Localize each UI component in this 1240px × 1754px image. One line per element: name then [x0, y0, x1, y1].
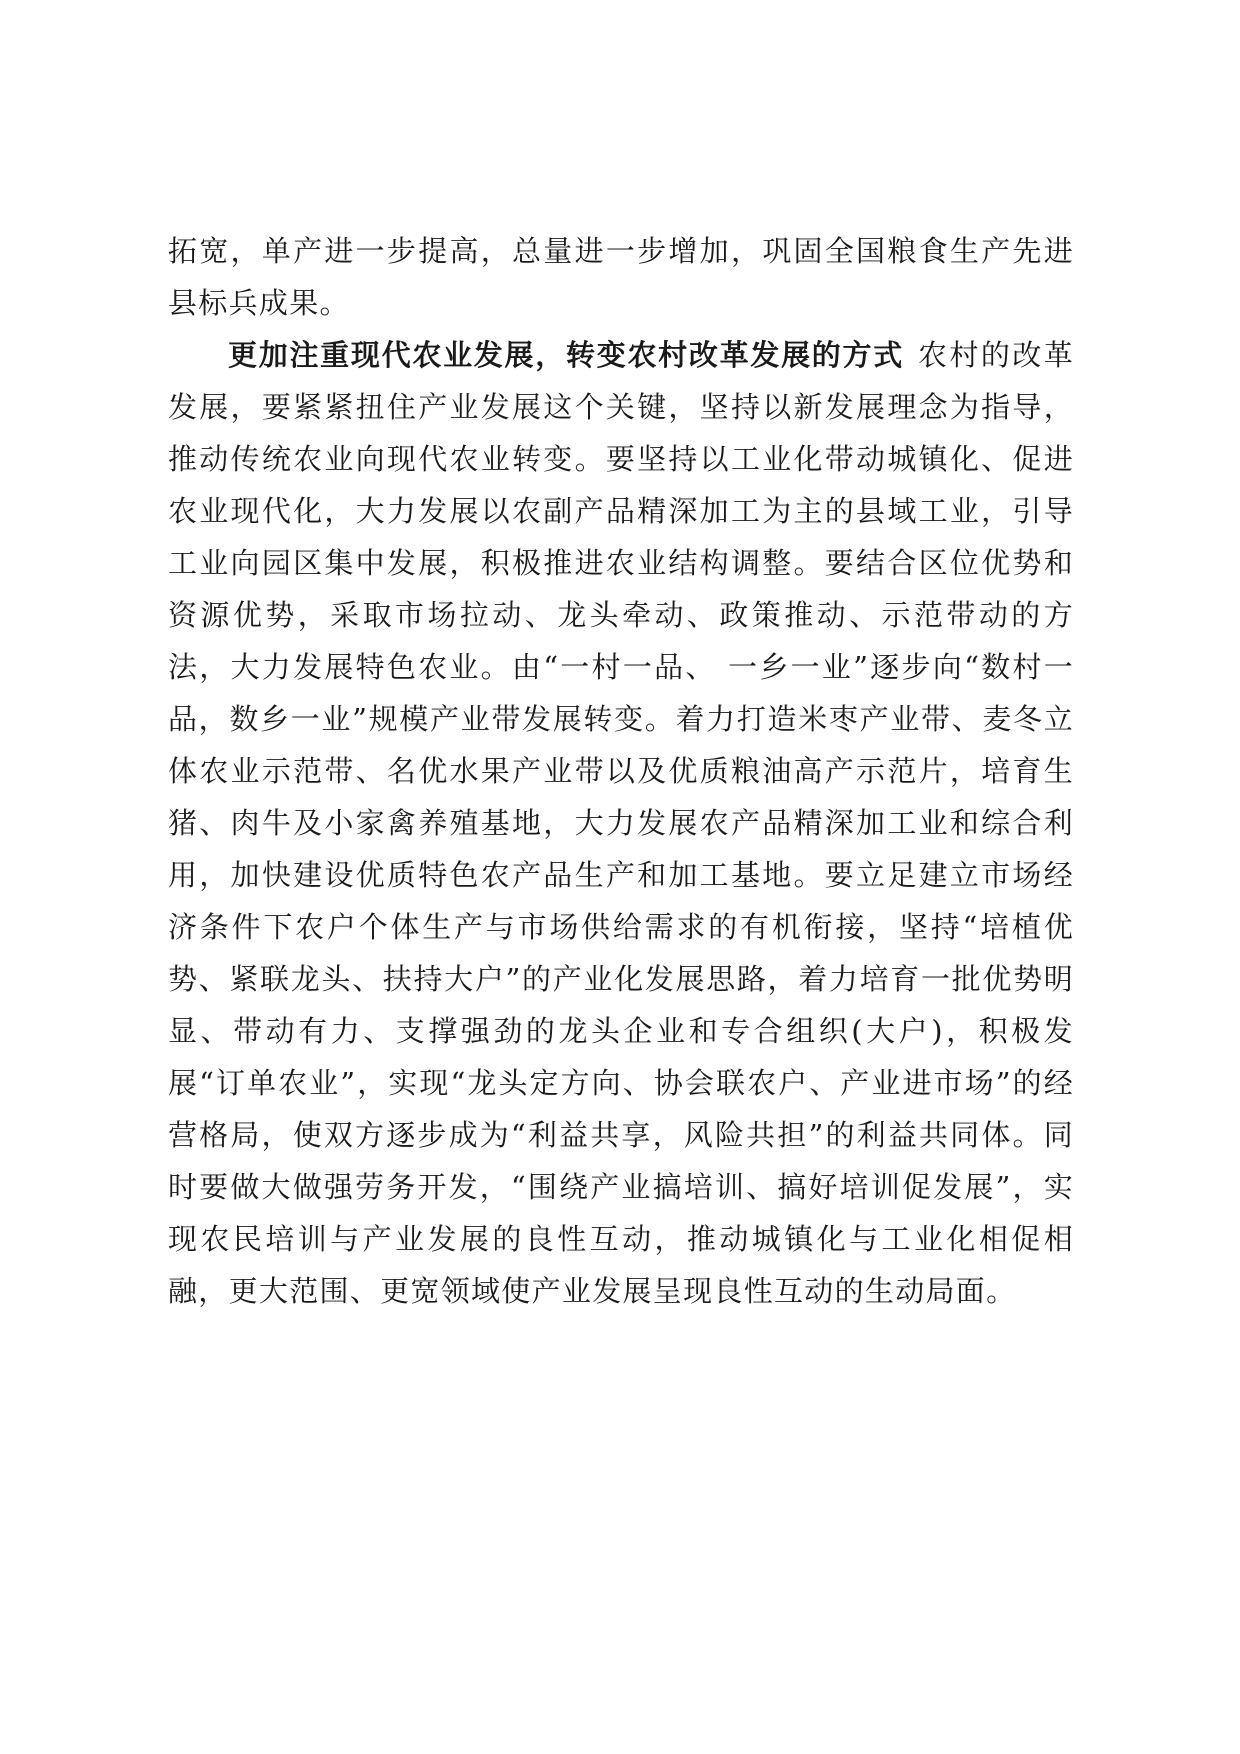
paragraph-body: 农村的改革发展，要紧紧扭住产业发展这个关键，坚持以新发展理念为指导，推动传统农业向现代农业转变。要坚持以工业化带动城镇化、促进农业现代化，大力发展以农副产品精深加工为主的县域工业，引导工业向园区集中发展，积极推进农业结构调整。要结合区位优势和资源优势，采取市场拉动、龙头牵动、政策推动、示范带动的方法，大力发展特色农业。由“一村一品、 一乡一业”逐步向“数村一品，数乡一业”规模产业带发展转变。着力打造米枣产业带、麦冬立体农业示范带、名优水果产业带以及优质粮油高产示范片，培育生猪、肉牛及小家禽养殖基地，大力发展农产品精深加工业和综合利用，加快建设优质特色农产品生产和加工基地。要立足建立市场经济条件下农户个体生产与市场供给需求的有机衔接，坚持“培植优势、紧联龙头、扶持大户”的产业化发展思路，着力培育一批优势明显、带动有力、支撑强劲的龙头企业和专合组织(大户)，积极发展“订单农业”，实现“龙头定方向、协会联农户、产业进市场”的经营格局，使双方逐步成为“利益共享，风险共担”的利益共同体。同时要做大做强劳务开发，“围绕产业搞培训、搞好培训促发展”，实现农民培训与产业发展的良性互动，推动城镇化与工业化相促相融，更大范围、更宽领域使产业发展呈现良性互动的生动局面。	[168, 338, 1074, 1308]
document-page	[168, 225, 1074, 1317]
paragraph-continuation: 拓宽，单产进一步提高，总量进一步增加，巩固全国粮食生产先进县标兵成果。	[168, 234, 1074, 320]
paragraph-modern-agriculture	[168, 329, 1074, 1317]
paragraph-heading: 更加注重现代农业发展，转变农村改革发展的方式	[228, 338, 904, 372]
